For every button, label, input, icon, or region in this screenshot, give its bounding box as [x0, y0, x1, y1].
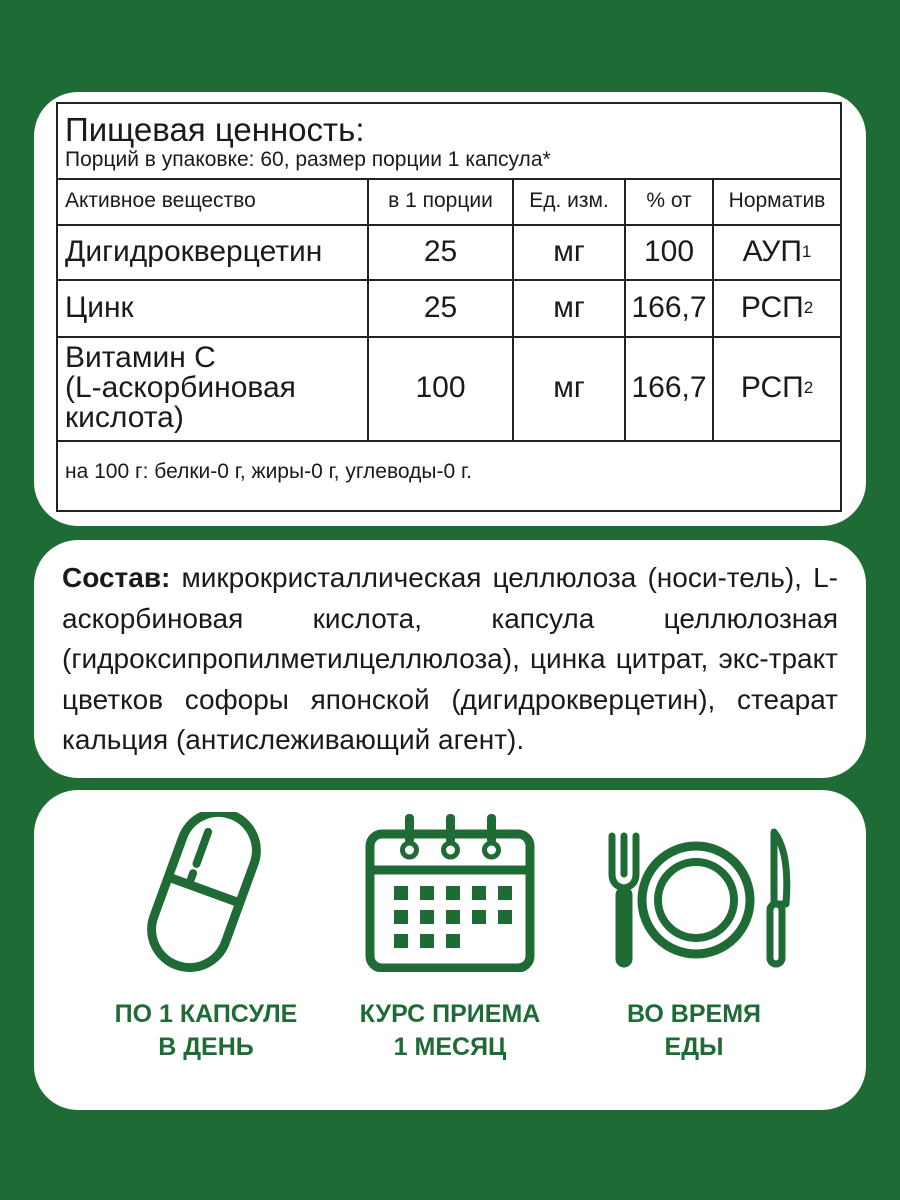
usage-label-line: 1 МЕСЯЦ [393, 1033, 507, 1061]
substance-name-line: кислота) [65, 401, 184, 434]
calendar-day-square [472, 886, 486, 900]
percent-value: 166,7 [626, 279, 714, 336]
header-percent: % от [626, 178, 714, 224]
norm-value: АУП 1 [742, 234, 812, 268]
usage-label-line: ВО ВРЕМЯ [626, 1000, 762, 1028]
table-row [58, 224, 840, 281]
calendar-day-square [446, 886, 460, 900]
norm-text: РСП [740, 290, 804, 324]
table-row [58, 336, 840, 442]
calendar-day-square [472, 910, 486, 924]
amount-value: 25 [369, 224, 514, 279]
usage-item-dose [76, 812, 336, 1061]
usage-label [320, 998, 580, 1064]
norm-text: РСП [740, 371, 804, 404]
calendar-day-square [394, 910, 408, 924]
usage-label-line: ЕДЫ [664, 1033, 724, 1061]
calendar-day-square [498, 910, 512, 924]
calendar-day-square [446, 910, 460, 924]
substance-name: Цинк [58, 279, 369, 336]
calendar-day-square [420, 934, 434, 948]
usage-label [564, 998, 824, 1064]
unit-value: мг [514, 336, 626, 440]
substance-name-line: (L-аскорбиновая [65, 371, 296, 404]
usage-item-meal [564, 812, 824, 1061]
nutrition-header [58, 104, 840, 180]
header-per-serving: в 1 порции [369, 178, 514, 224]
plate-fork-knife-icon [564, 812, 824, 972]
nutrition-footer: на 100 г: белки-0 г, жиры-0 г, углеводы-0 г. [65, 460, 472, 483]
norm-value: РСП 2 [740, 290, 814, 324]
calendar-day-square [420, 910, 434, 924]
substance-name [58, 336, 369, 440]
calendar-day-square [394, 934, 408, 948]
percent-value: 100 [626, 224, 714, 279]
capsule-icon [76, 812, 336, 972]
substance-name: Дигидрокверцетин [58, 224, 369, 279]
calendar-day-square [498, 886, 512, 900]
calendar-day-square [446, 934, 460, 948]
percent-value: 166,7 [626, 336, 714, 440]
usage-card [34, 790, 866, 1110]
usage-item-course [320, 812, 580, 1061]
table-row [58, 279, 840, 338]
norm-text: АУП [742, 234, 802, 268]
nutrition-title: Пищевая ценность: [65, 111, 365, 148]
nutrition-subtitle: Порций в упаковке: 60, размер порции 1 капсула* [65, 148, 551, 171]
table-header-row [58, 178, 840, 226]
usage-label-line: ПО 1 КАПСУЛЕ [114, 1000, 298, 1028]
substance-name-line: Витамин С [65, 341, 216, 374]
header-substance: Активное вещество [58, 178, 369, 224]
table-footer-row [58, 440, 840, 510]
unit-value: мг [514, 224, 626, 279]
header-unit: Ед. изм. [514, 178, 626, 224]
amount-value: 25 [369, 279, 514, 336]
calendar-day-square [420, 886, 434, 900]
usage-label [76, 998, 336, 1064]
nutrition-table [56, 102, 842, 512]
nutrition-card [34, 92, 866, 526]
composition-label: Состав: [62, 562, 171, 593]
composition-body: микрокристаллическая целлюлоза (носи-тель), L-аскорбиновая кислота, капсула целлюлозная (гидроксипропилметилцеллюлоза), цинка цитрат, экс-тракт цветков софоры японской (дигидрокверцетин), стеарат кальция (антислеживающий агент). [62, 562, 838, 755]
usage-label-line: КУРС ПРИЕМА [359, 1000, 541, 1028]
composition-text [62, 558, 838, 761]
norm-value: РСП 2 [740, 371, 814, 404]
usage-label-line: В ДЕНЬ [158, 1033, 254, 1061]
calendar-icon [320, 812, 580, 972]
calendar-day-square [394, 886, 408, 900]
amount-value: 100 [369, 336, 514, 440]
unit-value: мг [514, 279, 626, 336]
header-norm: Норматив [728, 189, 826, 212]
composition-card [34, 540, 866, 778]
